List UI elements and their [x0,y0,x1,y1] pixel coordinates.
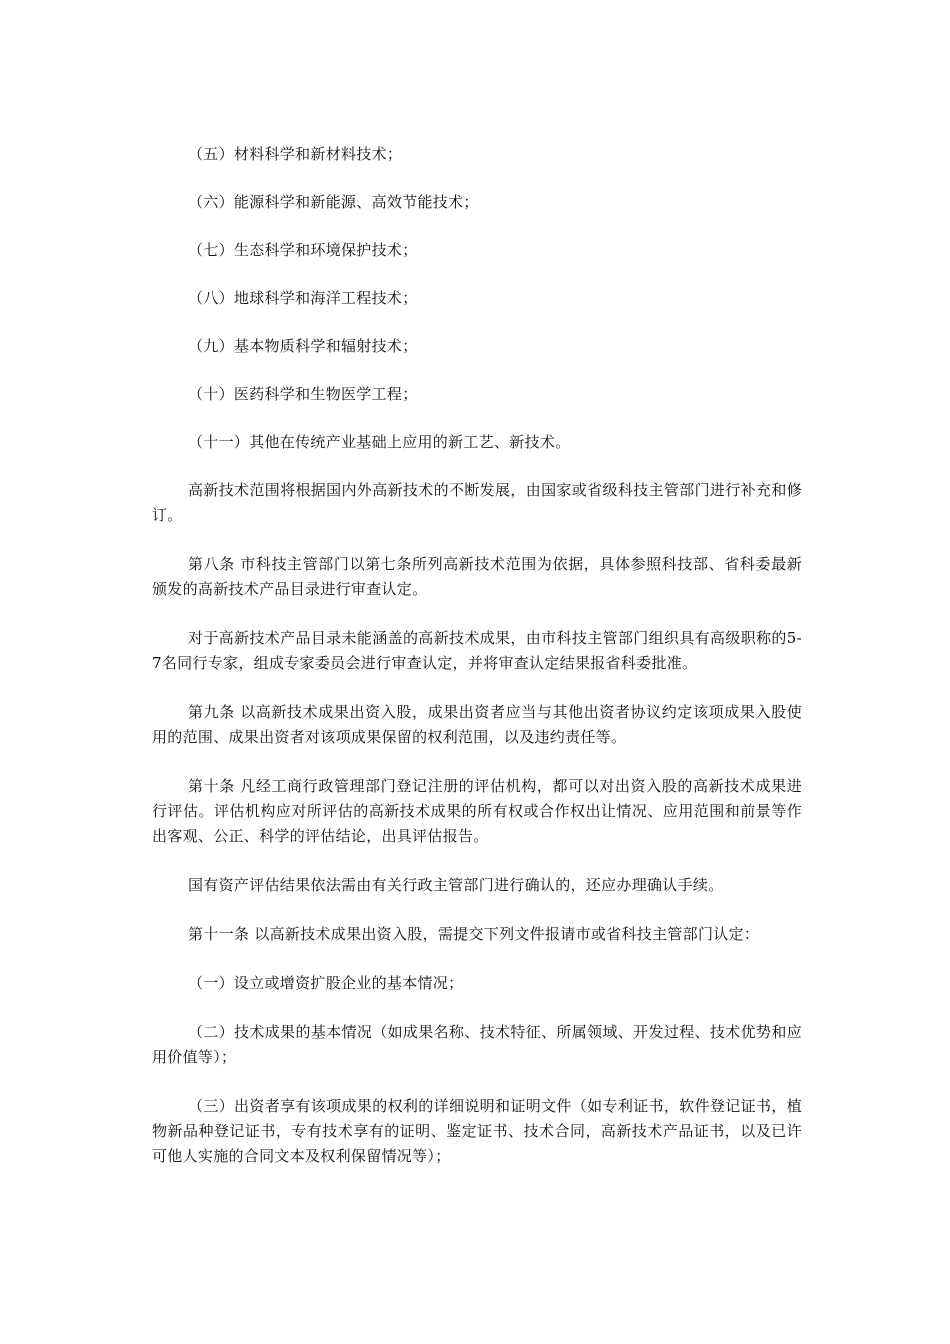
paragraph-doc-item-1: （一）设立或增资扩股企业的基本情况； [188,974,464,992]
paragraph-article-9: 第九条 以高新技术成果出资入股，成果出资者应当与其他出资者协议约定该项成果入股使用的范围、成果出资者对该项成果保留的权利范围，以及违约责任等。 [152,703,802,746]
paragraph-doc-item-3: （三）出资者享有该项成果的权利的详细说明和证明文件（如专利证书，软件登记证书，植物新品种登记证书，专有技术享有的证明、鉴定证书、技术合同，高新技术产品证书，以及已许可他人实施的合同文本及权利保留情况等）； [152,1097,802,1165]
paragraph-item-8: （八）地球科学和海洋工程技术； [188,289,418,307]
paragraph-article-8: 第八条 市科技主管部门以第七条所列高新技术范围为依据，具体参照科技部、省科委最新颁发的高新技术产品目录进行审查认定。 [152,555,802,598]
paragraph-doc-item-2: （二）技术成果的基本情况（如成果名称、技术特征、所属领域、开发过程、技术优势和应用价值等）； [152,1023,802,1066]
paragraph-item-11: （十一）其他在传统产业基础上应用的新工艺、新技术。 [188,433,571,451]
paragraph-article-11: 第十一条 以高新技术成果出资入股，需提交下列文件报请市或省科技主管部门认定： [188,925,760,943]
paragraph-item-10: （十）医药科学和生物医学工程； [188,385,418,403]
paragraph-scope-revision: 高新技术范围将根据国内外高新技术的不断发展，由国家或省级科技主管部门进行补充和修订。 [152,481,802,524]
paragraph-article-10: 第十条 凡经工商行政管理部门登记注册的评估机构，都可以对出资入股的高新技术成果进行评估。评估机构应对所评估的高新技术成果的所有权或合作权出让情况、应用范围和前景等作出客观、公正、科学的评估结论，出具评估报告。 [152,777,802,845]
paragraph-item-6: （六）能源科学和新能源、高效节能技术； [188,193,479,211]
paragraph-item-5: （五）材料科学和新材料技术； [188,145,403,163]
paragraph-expert-review: 对于高新技术产品目录未能涵盖的高新技术成果，由市科技主管部门组织具有高级职称的5-7名同行专家，组成专家委员会进行审查认定，并将审查认定结果报省科委批准。 [152,629,802,672]
paragraph-item-9: （九）基本物质科学和辐射技术； [188,337,418,355]
document-body [152,142,802,1193]
paragraph-item-7: （七）生态科学和环境保护技术； [188,241,418,259]
paragraph-state-assets: 国有资产评估结果依法需由有关行政主管部门进行确认的，还应办理确认手续。 [188,876,724,894]
